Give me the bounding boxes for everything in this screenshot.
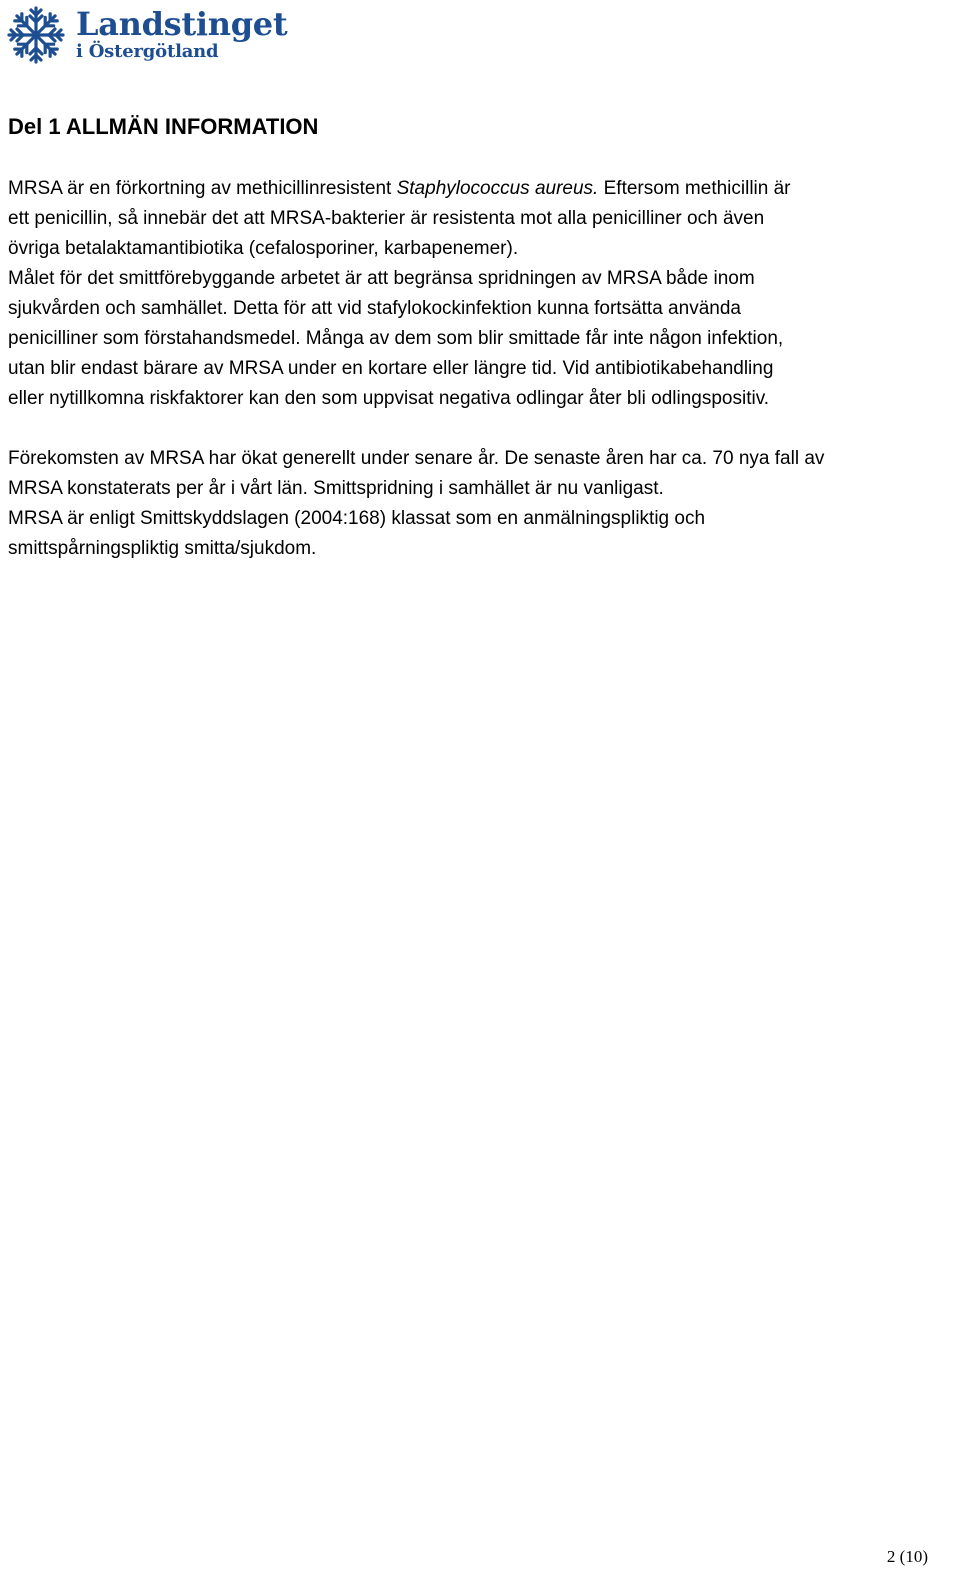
paragraph2-line1: Förekomsten av MRSA har ökat generellt under senare år. De senaste åren har ca. 70 nya fall av [8, 448, 825, 469]
paragraph2-line2: MRSA konstaterats per år i vårt län. Smittspridning i samhället är nu vanligast. [8, 478, 664, 499]
paragraph1-line4: Målet för det smittförebyggande arbetet är att begränsa spridningen av MRSA både inom [8, 268, 755, 289]
section-heading: Del 1 ALLMÄN INFORMATION [8, 114, 319, 139]
paragraph1-line7: utan blir endast bärare av MRSA under en kortare eller längre tid. Vid antibiotikabehandling [8, 358, 774, 379]
paragraph1-line8: eller nytillkomna riskfaktorer kan den som uppvisat negativa odlingar åter bli odlingspositiv. [8, 388, 770, 409]
logo [6, 4, 287, 70]
paragraph1-line6: penicilliner som förstahandsmedel. Många av dem som blir smittade får inte någon infektion, [8, 328, 784, 349]
paragraph1-line1 [8, 174, 954, 204]
paragraph1-line2: ett penicillin, så innebär det att MRSA-bakterier är resistenta mot alla penicilliner och även [8, 208, 765, 229]
logo-name-line1: Landstinget [76, 5, 288, 43]
logo-wordmark [76, 4, 287, 62]
text-run: MRSA är en förkortning av methicillinresistent [8, 178, 397, 199]
paragraph1-line5: sjukvården och samhället. Detta för att vid stafylokockinfektion kunna fortsätta använda [8, 298, 741, 319]
italic-species-name: Staphylococcus aureus. [396, 178, 599, 199]
paragraph2-line3: MRSA är enligt Smittskyddslagen (2004:168) klassat som en anmälningspliktig och [8, 508, 706, 529]
paragraph-spacer [8, 414, 954, 444]
document-body [8, 174, 954, 564]
logo-name-line2: i Östergötland [76, 41, 219, 62]
paragraph1-line3: övriga betalaktamantibiotika (cefalosporiner, karbapenemer). [8, 238, 519, 259]
paragraph2-line4: smittspårningspliktig smitta/sjukdom. [8, 538, 317, 559]
page-number: 2 (10) [886, 1547, 928, 1566]
snowflake-emblem-icon [6, 5, 66, 65]
text-run: Eftersom methicillin är [598, 178, 791, 199]
